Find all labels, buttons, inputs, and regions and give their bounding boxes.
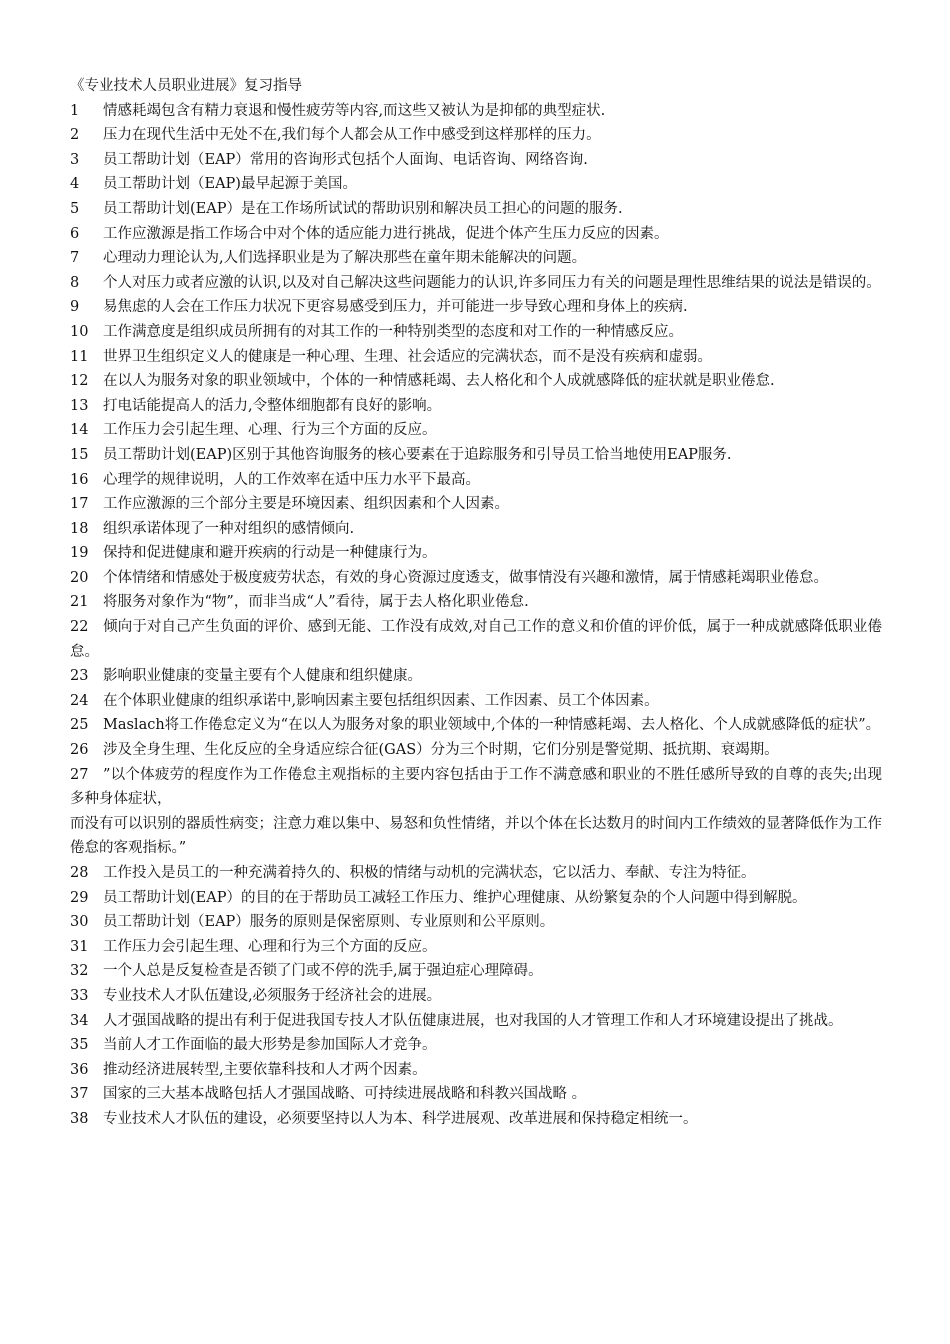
item-number: 18 [70, 520, 89, 537]
item-text: 工作应激源是指工作场合中对个体的适应能力进行挑战，促进个体产生压力反应的因素。 [103, 225, 669, 242]
item-text: 打电话能提高人的活力,令整体细胞都有良好的影响。 [103, 397, 442, 414]
list-item [70, 763, 882, 861]
list-item [70, 590, 882, 615]
list-item [70, 541, 882, 566]
item-number: 1 [70, 102, 80, 119]
item-text: 在以人为服务对象的职业领域中，个体的一种情感耗竭、去人格化和个人成就感降低的症状就是职业倦怠. [103, 373, 775, 390]
item-text: 推动经济进展转型,主要依靠科技和人才两个因素。 [103, 1061, 427, 1078]
list-item [70, 738, 882, 763]
item-text-continuation: 而没有可以识别的器质性病变；注意力难以集中、易怒和负性情绪，并以个体在长达数月的时间内工作绩效的显著降低作为工作倦怠的客观指标。” [70, 815, 882, 857]
item-text: 员工帮助计划（EAP）服务的原则是保密原则、专业原则和公平原则。 [103, 914, 555, 931]
item-number: 10 [70, 323, 89, 340]
item-text: 保持和促进健康和避开疾病的行动是一种健康行为。 [103, 545, 437, 562]
item-number: 13 [70, 397, 89, 414]
item-text: 组织承诺体现了一种对组织的感情倾向. [103, 520, 355, 537]
item-number: 2 [70, 127, 80, 144]
item-number: 15 [70, 446, 89, 463]
item-number: 20 [70, 569, 89, 586]
item-text: 工作投入是员工的一种充满着持久的、积极的情绪与动机的完满状态，它以活力、奉献、专注为特征。 [103, 865, 756, 881]
item-number: 38 [70, 1110, 89, 1127]
item-number: 33 [70, 987, 89, 1004]
item-text: 员工帮助计划(EAP）的目的在于帮助员工减轻工作压力、维护心理健康、从纷繁复杂的个人问题中得到解脱。 [103, 889, 807, 906]
list-item [70, 615, 882, 664]
list-item [70, 1107, 882, 1132]
review-item-list [70, 99, 882, 1132]
list-item [70, 886, 882, 911]
item-number: 3 [70, 151, 80, 168]
item-text: 员工帮助计划（EAP）常用的咨询形式包括个人面询、电话咨询、网络咨询. [103, 151, 588, 168]
item-text: 当前人才工作面临的最大形势是参加国际人才竞争。 [103, 1037, 437, 1054]
list-item [70, 713, 882, 738]
list-item [70, 1082, 882, 1107]
item-text: 倾向于对自己产生负面的评价、感到无能、工作没有成效,对自己工作的意义和价值的评价低，属于一种成就感降低职业倦怠。 [70, 619, 882, 660]
item-text: 心理学的规律说明，人的工作效率在适中压力水平下最高。 [103, 471, 480, 488]
list-item [70, 222, 882, 247]
item-number: 22 [70, 619, 89, 636]
item-text: 压力在现代生活中无处不在,我们每个人都会从工作中感受到这样那样的压力。 [103, 127, 601, 144]
item-number: 7 [70, 250, 80, 267]
item-text: 人才强国战略的提出有利于促进我国专技人才队伍健康进展，也对我国的人才管理工作和人才环境建设提出了挑战。 [103, 1012, 843, 1029]
item-text: 一个人总是反复检查是否锁了门或不停的洗手,属于强迫症心理障碍。 [103, 963, 543, 980]
item-number: 5 [70, 200, 80, 217]
list-item [70, 566, 882, 591]
list-item [70, 197, 882, 222]
list-item [70, 123, 882, 148]
item-text: ”以个体疲劳的程度作为工作倦怠主观指标的主要内容包括由于工作不满意感和职业的不胜任感所导致的自尊的丧失;出现多种身体症状， [70, 766, 882, 808]
list-item [70, 664, 882, 689]
list-item [70, 517, 882, 542]
item-number: 9 [70, 299, 80, 316]
list-item [70, 271, 882, 296]
item-text: 将服务对象作为“物”，而非当成“人”看待，属于去人格化职业倦怠. [103, 594, 529, 611]
item-text: 影响职业健康的变量主要有个人健康和组织健康。 [103, 668, 422, 685]
item-text: 易焦虑的人会在工作压力状况下更容易感受到压力，并可能进一步导致心理和身体上的疾病. [103, 299, 688, 316]
item-number: 6 [70, 225, 80, 242]
item-number: 26 [70, 742, 89, 759]
list-item [70, 443, 882, 468]
item-number: 24 [70, 692, 89, 709]
item-text: 工作应激源的三个部分主要是环境因素、组织因素和个人因素。 [103, 496, 509, 513]
list-item [70, 394, 882, 419]
list-item [70, 418, 882, 443]
item-text: 世界卫生组织定义人的健康是一种心理、生理、社会适应的完满状态，而不是没有疾病和虚弱。 [103, 348, 712, 365]
item-number: 19 [70, 545, 89, 562]
item-number: 27 [70, 766, 89, 783]
item-number: 29 [70, 889, 89, 906]
item-text: 员工帮助计划(EAP)区别于其他咨询服务的核心要素在于追踪服务和引导员工恰当地使用EAP服务. [103, 446, 732, 463]
item-text: 专业技术人才队伍的建设，必须要坚持以人为本、科学进展观、改革进展和保持稳定相统一。 [103, 1110, 698, 1127]
item-text: 专业技术人才队伍建设,必须服务于经济社会的进展。 [103, 987, 442, 1004]
item-text: 国家的三大基本战略包括人才强国战略、可持续进展战略和科教兴国战略 。 [103, 1086, 587, 1103]
list-item [70, 1058, 882, 1083]
item-number: 17 [70, 496, 89, 513]
item-number: 31 [70, 938, 89, 955]
list-item [70, 1033, 882, 1058]
item-text: Maslach将工作倦怠定义为“在以人为服务对象的职业领域中,个体的一种情感耗竭、去人格化、个人成就感降低的症状”。 [103, 717, 881, 734]
item-number: 11 [70, 348, 89, 365]
list-item [70, 345, 882, 370]
list-item [70, 369, 882, 394]
item-number: 34 [70, 1012, 89, 1029]
item-number: 28 [70, 865, 89, 881]
list-item [70, 320, 882, 345]
item-text: 工作压力会引起生理、心理和行为三个方面的反应。 [103, 938, 437, 955]
list-item [70, 861, 882, 886]
item-text: 个体情绪和情感处于极度疲劳状态，有效的身心资源过度透支，做事情没有兴趣和激情，属于情感耗竭职业倦怠。 [103, 569, 828, 586]
list-item [70, 689, 882, 714]
list-item [70, 172, 882, 197]
document-page [70, 74, 882, 1132]
list-item [70, 295, 882, 320]
list-item [70, 984, 882, 1009]
item-text: 情感耗竭包含有精力衰退和慢性疲劳等内容,而这些又被认为是抑郁的典型症状. [103, 102, 606, 119]
item-text: 个人对压力或者应激的认识,以及对自己解决这些问题能力的认识,许多同压力有关的问题是理性思维结果的说法是错误的。 [103, 274, 881, 291]
item-text: 工作压力会引起生理、心理、行为三个方面的反应。 [103, 422, 437, 439]
item-text: 员工帮助计划（EAP)最早起源于美国。 [103, 176, 357, 193]
list-item [70, 959, 882, 984]
list-item [70, 910, 882, 935]
item-number: 30 [70, 914, 89, 931]
item-number: 16 [70, 471, 89, 488]
item-number: 23 [70, 668, 89, 685]
item-text: 涉及全身生理、生化反应的全身适应综合征(GAS）分为三个时期，它们分别是警觉期、抵抗期、衰竭期。 [103, 742, 779, 759]
list-item [70, 246, 882, 271]
item-number: 21 [70, 594, 89, 611]
item-number: 32 [70, 963, 89, 980]
item-number: 36 [70, 1061, 89, 1078]
item-number: 37 [70, 1086, 89, 1103]
list-item [70, 492, 882, 517]
item-text: 心理动力理论认为,人们选择职业是为了解决那些在童年期未能解决的问题。 [103, 250, 587, 267]
item-number: 35 [70, 1037, 89, 1054]
item-text: 员工帮助计划(EAP）是在工作场所试试的帮助识别和解决员工担心的问题的服务. [103, 200, 623, 217]
list-item [70, 148, 882, 173]
list-item [70, 468, 882, 493]
list-item [70, 1009, 882, 1034]
list-item [70, 935, 882, 960]
item-text: 工作满意度是组织成员所拥有的对其工作的一种特别类型的态度和对工作的一种情感反应。 [103, 323, 683, 340]
list-item [70, 99, 882, 124]
document-title: 《专业技术人员职业进展》复习指导 [70, 78, 302, 94]
item-number: 8 [70, 274, 80, 291]
item-text: 在个体职业健康的组织承诺中,影响因素主要包括组织因素、工作因素、员工个体因素。 [103, 692, 659, 709]
item-number: 14 [70, 422, 89, 439]
item-number: 25 [70, 717, 89, 734]
item-number: 12 [70, 373, 89, 390]
item-number: 4 [70, 176, 80, 193]
